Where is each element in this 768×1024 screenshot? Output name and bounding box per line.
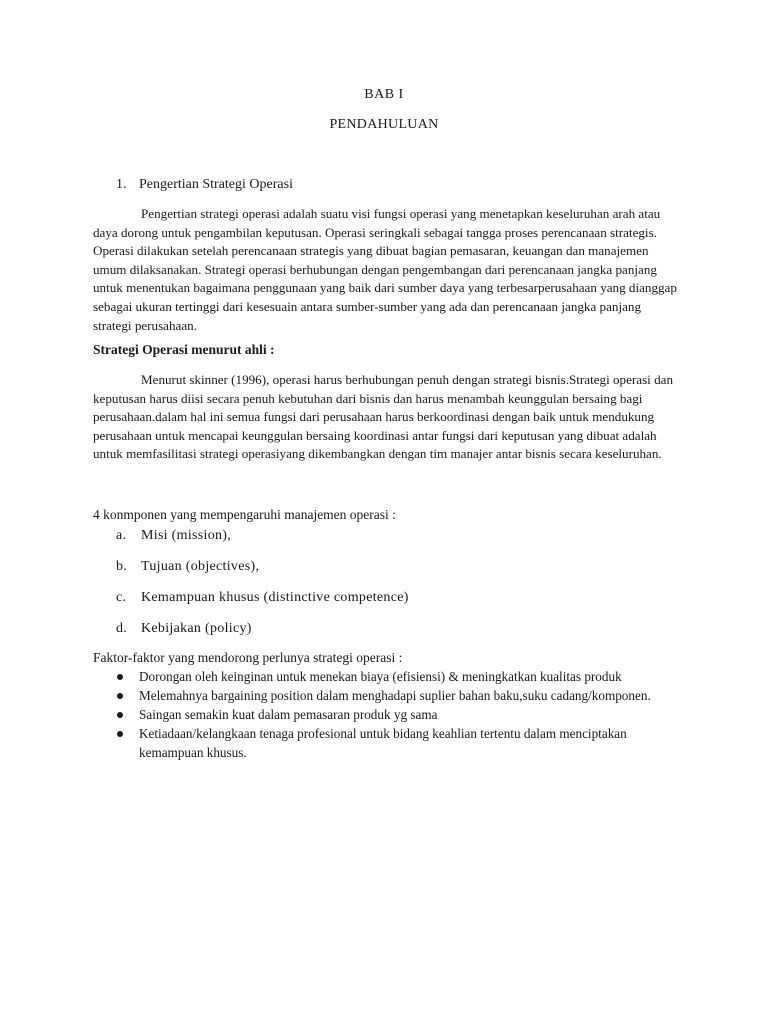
section-number: 1. xyxy=(116,177,127,192)
factor-item xyxy=(115,705,685,724)
component-text: Kebijakan (policy) xyxy=(141,621,252,636)
section-heading xyxy=(116,177,293,193)
factor-text: Dorongan oleh keinginan untuk menekan biaya (efisiensi) & meningkatkan kualitas produk xyxy=(139,669,622,684)
factor-item xyxy=(115,686,685,705)
definition-paragraph xyxy=(93,205,678,335)
component-item xyxy=(116,590,409,606)
bullet-icon xyxy=(117,674,123,680)
chapter-title: PENDAHULUAN xyxy=(329,117,439,132)
bullet-icon xyxy=(117,731,123,737)
component-item xyxy=(116,559,259,575)
component-text: Tujuan (objectives), xyxy=(141,559,260,574)
factor-text: Ketiadaan/kelangkaan tenaga profesional untuk bidang keahlian tertentu dalam menciptakan kemampuan khusus. xyxy=(139,726,627,760)
factors-intro: Faktor-faktor yang mendorong perlunya strategi operasi : xyxy=(93,650,403,665)
bullet-icon xyxy=(117,712,123,718)
factor-item xyxy=(115,667,685,686)
definition-text: Pengertian strategi operasi adalah suatu visi fungsi operasi yang menetapkan keseluruhan arah atau daya dorong untuk pengambilan keputusan. Operasi seringkali sebagai tangga proses perencanaan strategis. Operasi dilakukan setelah perencanaan strategis yang dibuat bagian pemasaran, keuangan dan manajemen umum dilaksanakan. Strategi operasi berhubungan dengan pengembangan dari perencanaan jangka panjang untuk menentukan bagaimana penggunaan yang baik dari sumber daya yang terbesarperusahaan yang dianggap sebagai ukuran tertinggi dari kesesuain antara sumber-sumber yang ada dan perencanaan jangka panjang strategi perusahaan. xyxy=(93,206,677,333)
experts-heading: Strategi Operasi menurut ahli : xyxy=(93,342,275,357)
component-text: Kemampuan khusus (distinctive competence) xyxy=(141,590,409,605)
component-item xyxy=(116,621,252,637)
factor-text: Melemahnya bargaining position dalam menghadapi suplier bahan baku,suku cadang/komponen. xyxy=(139,688,651,703)
component-item xyxy=(116,528,231,544)
components-intro: 4 konmponen yang mempengaruhi manajemen operasi : xyxy=(93,507,396,522)
component-marker: c. xyxy=(116,590,127,605)
component-marker: b. xyxy=(116,559,128,574)
bullet-icon xyxy=(117,693,123,699)
factor-text: Saingan semakin kuat dalam pemasaran produk yg sama xyxy=(139,707,438,722)
experts-paragraph xyxy=(93,371,678,464)
component-marker: a. xyxy=(116,528,127,543)
section-title: Pengertian Strategi Operasi xyxy=(139,177,293,192)
factors-list xyxy=(115,667,685,762)
component-text: Misi (mission), xyxy=(141,528,232,543)
factor-item xyxy=(115,724,685,762)
component-marker: d. xyxy=(116,621,128,636)
chapter-number: BAB I xyxy=(364,87,404,102)
experts-text: Menurut skinner (1996), operasi harus berhubungan penuh dengan strategi bisnis.Strategi operasi dan keputusan harus diisi secara penuh kebutuhan dari bisnis dan harus menambah keunggulan bersaing bagi perusahaan.dalam hal ini semua fungsi dari perusahaan harus berkoordinasi dengan baik untuk mendukung perusahaan untuk mencapai keunggulan bersaing koordinasi antar fungsi dari keputusan yang dibuat adalah untuk memfasilitasi strategi operasiyang dikembangkan dengan tim manajer antar bisnis secara keseluruhan. xyxy=(93,372,673,462)
